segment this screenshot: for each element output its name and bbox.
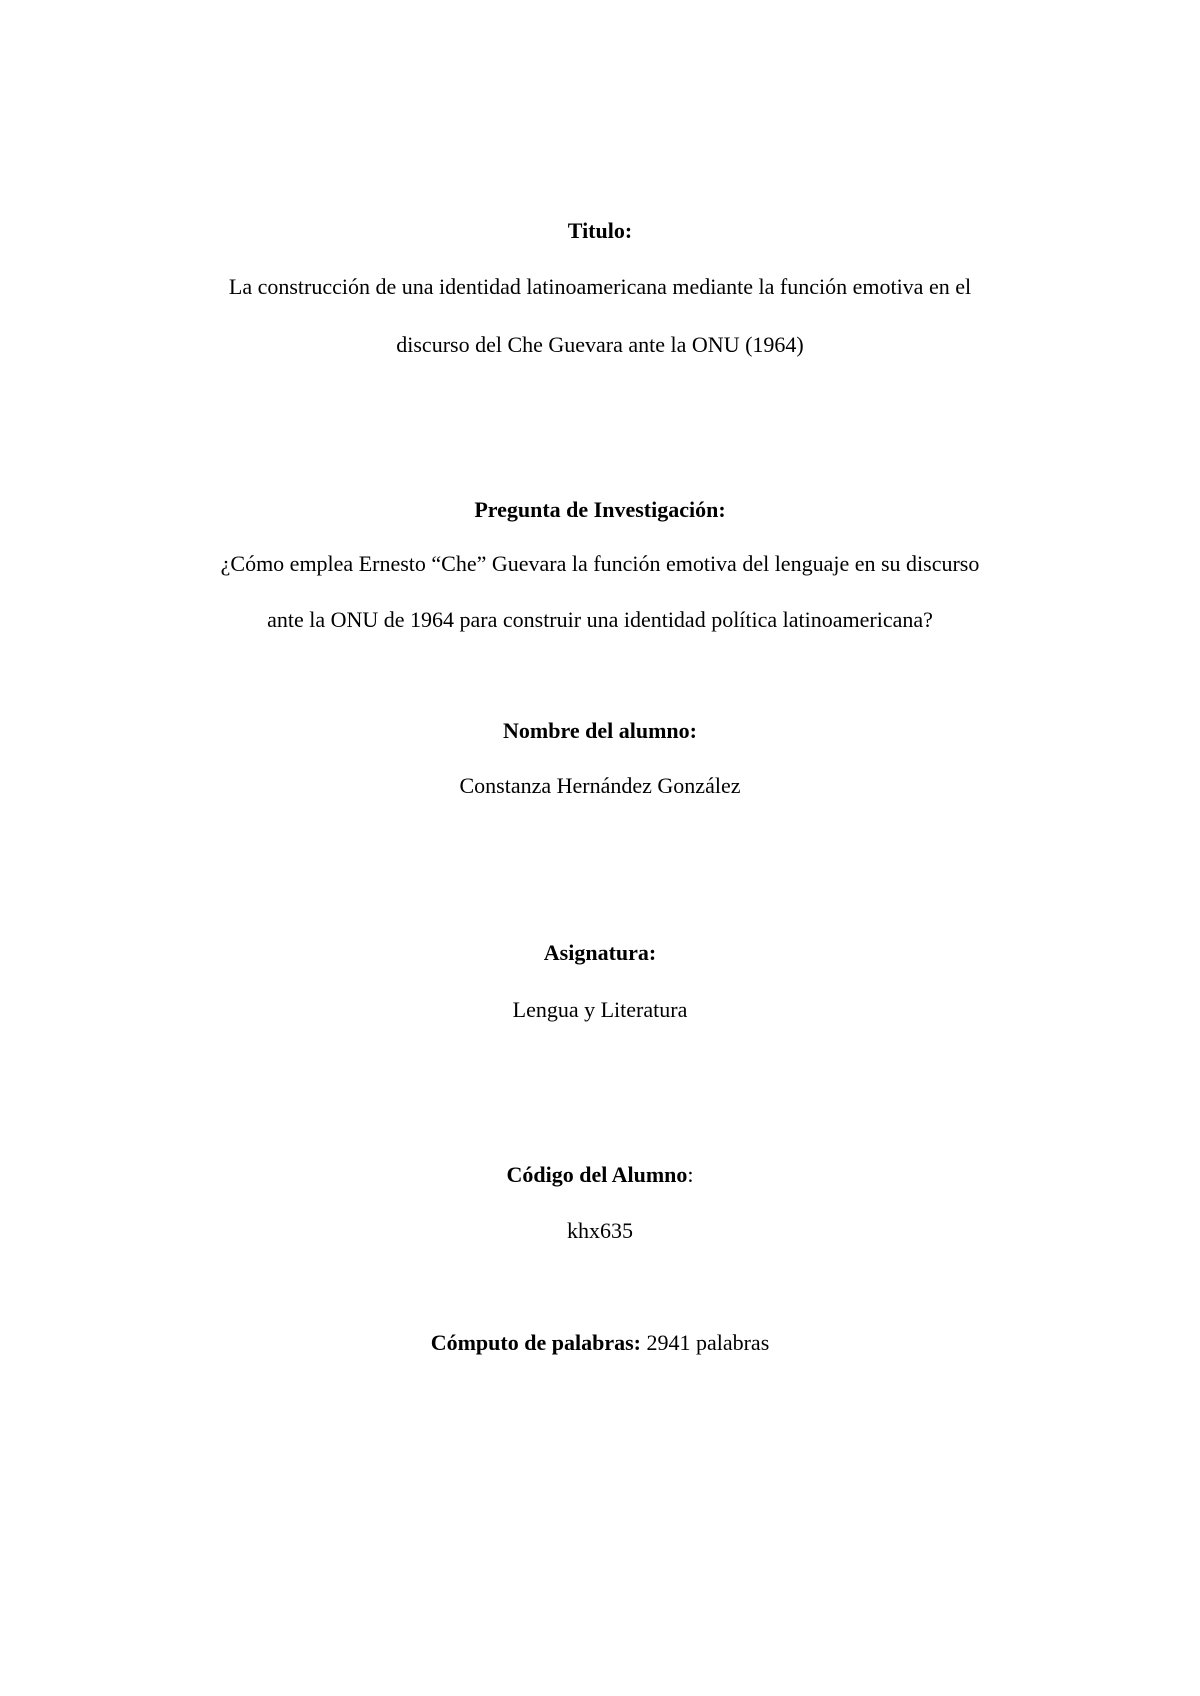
code-value: khx635 [567,1218,633,1243]
student-name: Constanza Hernández González [459,773,741,798]
title-line-2: discurso del Che Guevara ante la ONU (1964) [396,332,804,357]
title-line-1: La construcción de una identidad latinoamericana mediante la función emotiva en el [228,274,972,299]
subject-label: Asignatura: [543,940,657,965]
word-count-value: 2941 palabras [646,1330,770,1355]
subject-value: Lengua y Literatura [512,997,688,1022]
word-count-label: Cómputo de palabras: [430,1330,641,1355]
code-label: Código del Alumno: [506,1162,694,1187]
question-label: Pregunta de Investigación: [474,497,726,522]
word-count [0,1330,1200,1356]
title-label: Titulo: [567,218,633,243]
question-line-1: ¿Cómo emplea Ernesto “Che” Guevara la función emotiva del lenguaje en su discurso [220,551,980,576]
student-label: Nombre del alumno: [503,718,697,743]
question-line-2: ante la ONU de 1964 para construir una identidad política latinoamericana? [267,607,933,632]
